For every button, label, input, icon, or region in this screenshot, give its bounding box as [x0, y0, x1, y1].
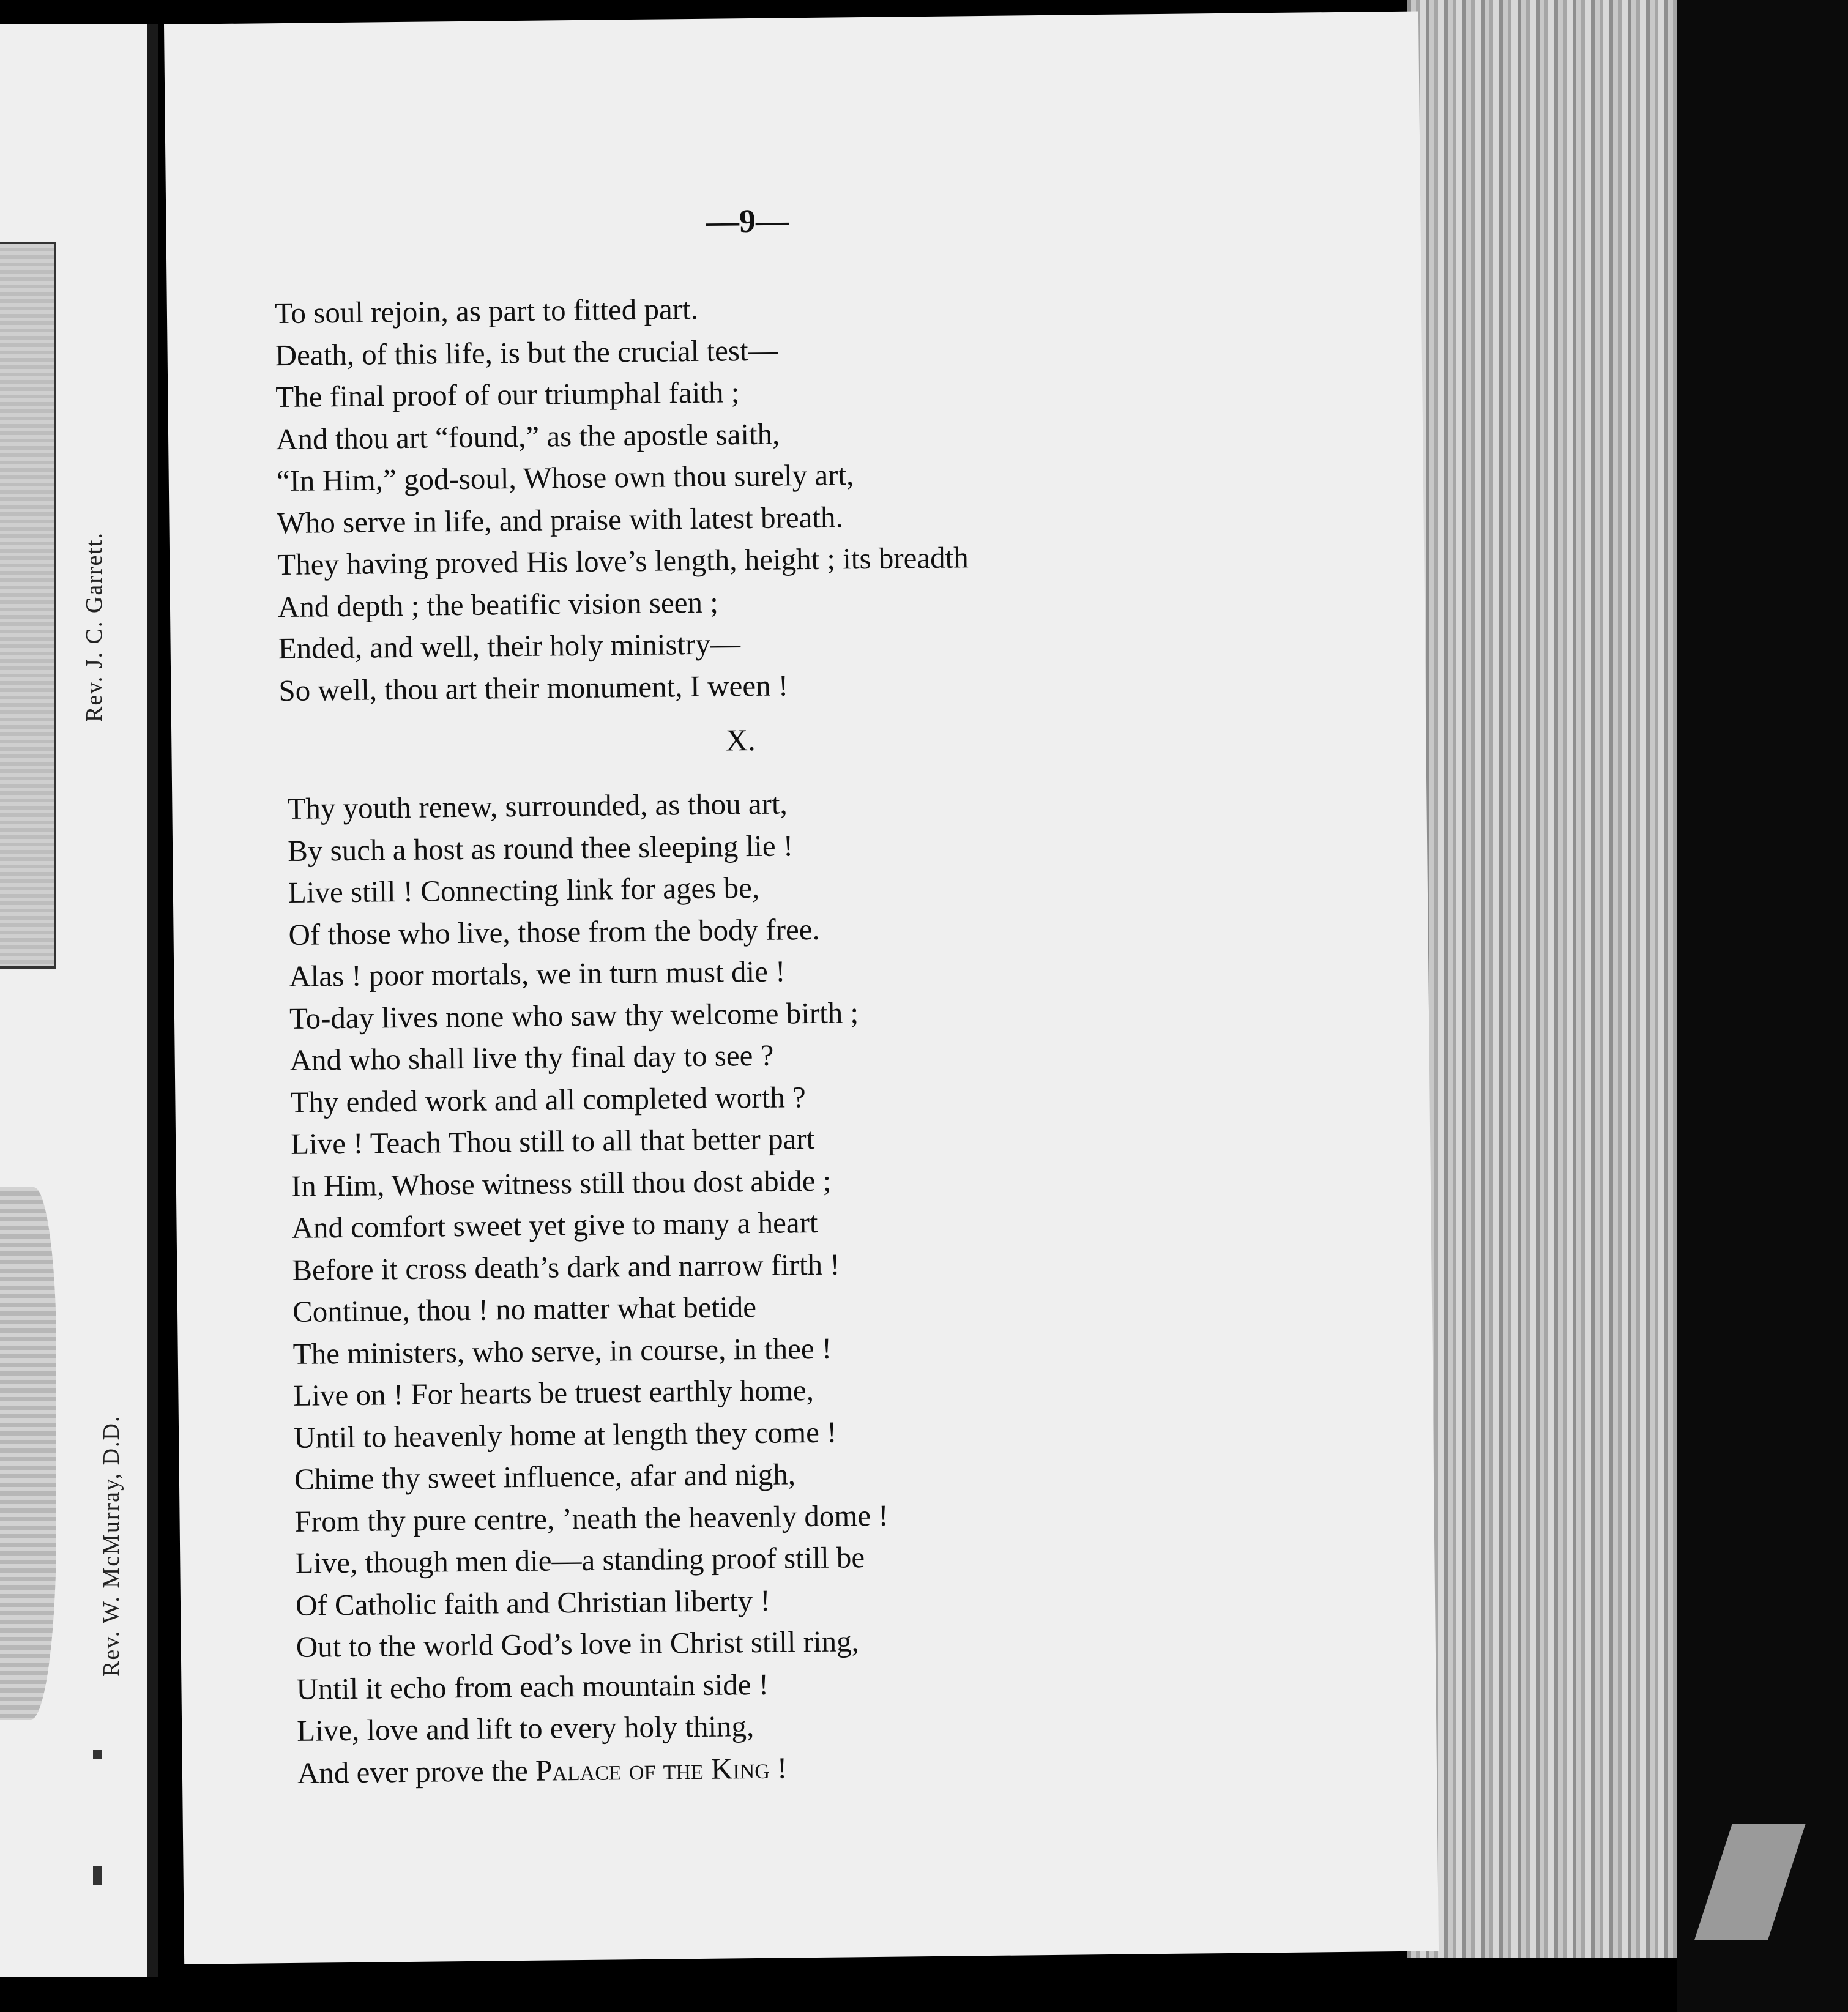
poem-line: To-day lives none who saw thy welcome birth ; — [289, 995, 859, 1035]
poem-line: Alas ! poor mortals, we in turn must die ! — [289, 954, 786, 993]
book-cover-shadow — [1677, 0, 1848, 2012]
poem-line: Continue, thou ! no matter what betide — [292, 1289, 757, 1328]
poem-line: To soul rejoin, as part to fitted part. — [274, 291, 699, 330]
page-edges — [1407, 0, 1689, 1958]
poem-line: Of Catholic faith and Christian liberty ! — [295, 1583, 770, 1622]
poem-line: Thy youth renew, surrounded, as thou art, — [287, 786, 788, 825]
margin-mark — [93, 1750, 102, 1759]
poem-line: And depth ; the beatific vision seen ; — [277, 585, 719, 624]
poem-line: Live ! Teach Thou still to all that better part — [290, 1121, 815, 1161]
poem-line: Ended, and well, their holy ministry— — [278, 627, 741, 666]
final-line-prefix: And ever prove the — [297, 1753, 536, 1790]
poem-line: In Him, Whose witness still thou dost abide ; — [291, 1163, 832, 1203]
poem-line: And who shall live thy final day to see ? — [289, 1038, 774, 1077]
poem-line-final — [297, 1746, 892, 1794]
stanza-ix-continuation — [275, 285, 971, 712]
poem-line: “In Him,” god-soul, Whose own thou surely art, — [276, 458, 854, 498]
poem-line: Live still ! Connecting link for ages be, — [288, 870, 760, 909]
stanza-x — [287, 782, 891, 1794]
poem-line: And comfort sweet yet give to many a heart — [291, 1205, 818, 1245]
poem-line: Until it echo from each mountain side ! — [296, 1667, 769, 1706]
portrait-plate-bottom — [0, 1187, 56, 1720]
poem-line: And thou art “found,” as the apostle saith, — [275, 417, 780, 456]
poem-line: Chime thy sweet influence, afar and nigh, — [294, 1457, 796, 1496]
facing-page — [0, 24, 158, 1977]
poem-line: The ministers, who serve, in course, in thee ! — [292, 1331, 832, 1371]
poem-line: Thy ended work and all completed worth ? — [290, 1079, 806, 1119]
poem-line: Live, love and lift to every holy thing, — [296, 1709, 754, 1748]
palace-of-the-king: Palace of the King — [535, 1751, 770, 1787]
poem-line: Before it cross death’s dark and narrow firth ! — [292, 1247, 840, 1287]
poem-line: By such a host as round thee sleeping lie ! — [287, 828, 794, 868]
poem-line: Of those who live, those from the body free. — [288, 912, 820, 952]
final-line-suffix: ! — [769, 1750, 788, 1785]
poem-line: They having proved His love’s length, height ; its breadth — [277, 540, 969, 582]
poem-line: Death, of this life, is but the crucial test— — [275, 333, 778, 372]
stanza-heading: X. — [725, 722, 756, 758]
page-nine — [164, 12, 1439, 1964]
page-number: —9— — [706, 202, 789, 240]
poem-line: Live, though men die—a standing proof still be — [295, 1540, 865, 1580]
portrait-plate-top — [0, 242, 56, 969]
poem-line: Live on ! For hearts be truest earthly home, — [293, 1373, 814, 1412]
caption-mcmurray: Rev. W. McMurray, D.D. — [99, 1415, 124, 1677]
poem-line: Who serve in life, and praise with latest breath. — [277, 499, 844, 540]
margin-mark — [93, 1866, 102, 1885]
poem-line: So well, thou art their monument, I ween ! — [278, 668, 789, 707]
poem-line: Until to heavenly home at length they come ! — [293, 1415, 837, 1455]
poem-line: From thy pure centre, ’neath the heavenly dome ! — [294, 1498, 889, 1538]
caption-garrett: Rev. J. C. Garrett. — [81, 532, 107, 722]
poem-line: Out to the world God’s love in Christ still ring, — [296, 1624, 860, 1664]
poem-line: The final proof of our triumphal faith ; — [275, 375, 740, 414]
